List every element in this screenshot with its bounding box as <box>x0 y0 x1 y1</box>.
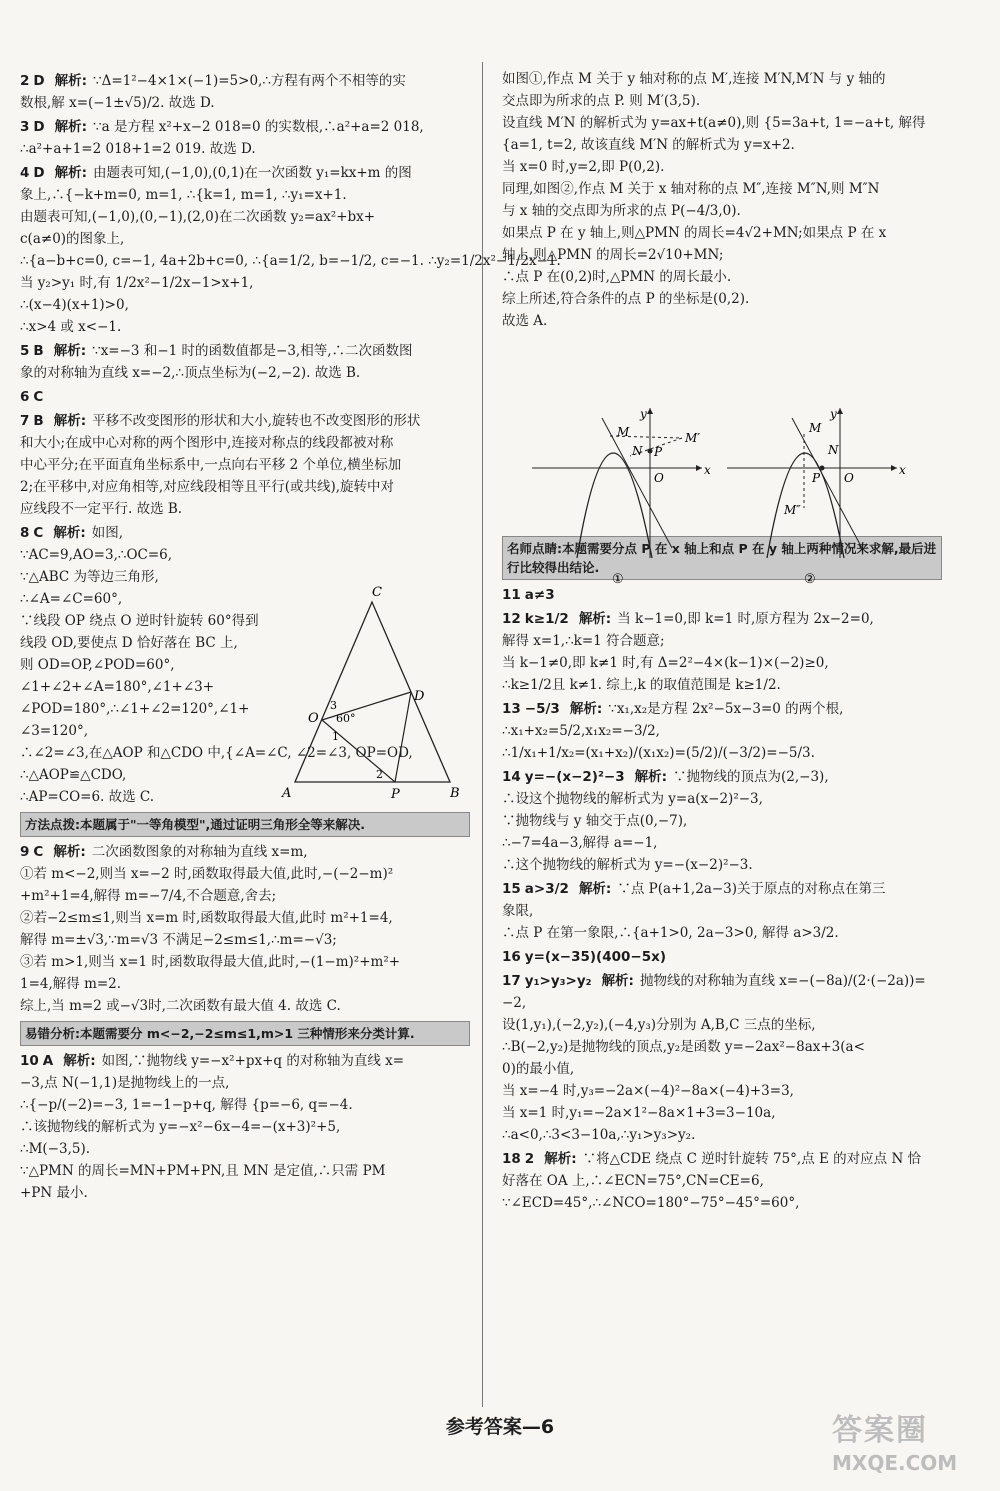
text-line <box>502 900 942 922</box>
line-text: ∴(x−4)(x+1)>0, <box>20 297 129 313</box>
line-text: ①若 m<−2,则当 x=−2 时,函数取得最大值,此时,−(−2−m)² <box>20 866 394 882</box>
line-text: {a=1, t=2, 故该直线 M′N 的解析式为 y=x+2. <box>502 137 795 153</box>
question-number: 11 <box>502 587 521 603</box>
svg-text:O: O <box>654 471 664 485</box>
text-line <box>20 929 470 951</box>
analysis-label: 解析: <box>578 881 612 897</box>
question-number: 8 <box>20 525 30 541</box>
line-text: ∵x=−3 和−1 时的函数值都是−3,相等,∴二次函数图 <box>92 343 413 359</box>
line-text: ∵a 是方程 x²+x−2 018=0 的实数根,∴a²+a=2 018, <box>93 119 424 135</box>
answer-choice: 2 <box>524 1151 535 1167</box>
line-text: 如图, <box>91 525 124 541</box>
text-line <box>502 68 942 90</box>
line-text: 应线段不一定平行. 故选 B. <box>20 501 183 517</box>
line-text: 当 k−1=0,即 k=1 时,原方程为 2x−2=0, <box>617 611 874 627</box>
line-text: 当 y₂>y₁ 时,有 1/2x²−1/2x−1>x+1, <box>20 275 254 291</box>
answer-line <box>502 946 942 968</box>
line-text: ∵将△CDE 绕点 C 逆时针旋转 75°,点 E 的对应点 N 恰 <box>582 1151 922 1167</box>
line-text: 抛物线的对称轴为直线 x=−(−8a)/(2·(−2a))= <box>639 973 926 989</box>
text-line <box>502 1192 942 1214</box>
line-text: 2;在平移中,对应角相等,对应线段相等且平行(或共线),旋转中对 <box>20 479 395 495</box>
line-text: 综上,当 m=2 或−√3时,二次函数有最大值 4. 故选 C. <box>20 998 341 1014</box>
answer-choice: D <box>33 165 45 181</box>
analysis-label: 解析: <box>544 1151 577 1167</box>
line-text: ∴−7=4a−3,解得 a=−1, <box>502 835 658 851</box>
line-text: 二次函数图象的对称轴为直线 x=m, <box>91 844 308 860</box>
svg-text:O: O <box>844 471 854 485</box>
text-line <box>20 995 470 1017</box>
question-number: 6 <box>20 389 30 405</box>
line-text: 当 x=−4 时,y₃=−2a×(−4)²−8a×(−4)+3=3, <box>502 1083 794 1099</box>
answer-choice: C <box>33 844 44 860</box>
line-text: ∵抛物线的顶点为(2,−3), <box>673 769 829 785</box>
text-line <box>20 272 470 294</box>
text-line <box>502 922 942 944</box>
svg-text:x: x <box>899 463 906 477</box>
answer-line <box>20 386 470 408</box>
text-line <box>20 885 470 907</box>
analysis-label: 解析: <box>54 165 88 181</box>
line-text: ②若−2≤m≤1,则当 x=m 时,函数取得最大值,此时 m²+1=4, <box>20 910 393 926</box>
text-line <box>502 1014 942 1036</box>
question-number: 3 <box>20 119 30 135</box>
line-text: c(a≠0)的图象上, <box>20 231 125 247</box>
text-line <box>502 674 942 696</box>
tip-box: 方法点拨:本题属于"一等角模型",通过证明三角形全等来解决. <box>20 812 470 837</box>
analysis-label: 解析: <box>53 343 87 359</box>
answer-choice: D <box>33 73 45 89</box>
line-text: ∴∠2=∠3,在△AOP 和△CDO 中,{∠A=∠C, ∠2=∠3, OP=OD, <box>20 745 413 761</box>
line-text: 解得 m=±√3,∵m=√3 不满足−2≤m≤1,∴m=−√3; <box>20 932 337 948</box>
question-number: 7 <box>20 413 30 429</box>
answer-line <box>20 410 470 432</box>
answer-choice: −5/3 <box>524 701 560 717</box>
line-text: 如图,∵抛物线 y=−x²+px+q 的对称轴为直线 x= <box>101 1053 405 1069</box>
text-line <box>20 92 470 114</box>
line-text: ∠POD=180°,∴∠1+∠2=120°,∠1+ <box>20 701 250 717</box>
text-line <box>20 544 470 566</box>
svg-text:x: x <box>704 463 711 477</box>
label-angle-1: 1 <box>332 730 339 743</box>
tip-box: 名师点睛:本题需要分点 P 在 x 轴上和点 P 在 y 轴上两种情况来求解,最后进行比较得出结论. <box>502 536 942 580</box>
label-angle-3: 3 <box>330 699 337 712</box>
answer-choice: y=(x−35)(400−5x) <box>524 949 666 965</box>
line-text: 平移不改变图形的形状和大小,旋转也不改变图形的形状 <box>92 413 421 429</box>
line-text: +m²+1=4,解得 m=−7/4,不合题意,舍去; <box>20 888 277 904</box>
line-text: 交点即为所求的点 P. 则 M′(3,5). <box>502 93 701 109</box>
svg-text:M: M <box>809 421 822 435</box>
line-text: ∴这个抛物线的解析式为 y=−(x−2)²−3. <box>502 857 753 873</box>
text-line <box>502 992 942 1014</box>
text-line <box>20 316 470 338</box>
answer-choice: B <box>33 413 44 429</box>
svg-text:①: ① <box>612 572 624 587</box>
line-text: ∴设这个抛物线的解析式为 y=a(x−2)²−3, <box>502 791 763 807</box>
label-d: D <box>414 689 425 704</box>
line-text: ∴k≥1/2且 k≠1. 综上,k 的取值范围是 k≥1/2. <box>502 677 781 693</box>
segment-pd <box>395 692 411 782</box>
text-line <box>20 1116 470 1138</box>
text-line <box>502 134 942 156</box>
text-line <box>20 951 470 973</box>
answer-line <box>20 841 470 863</box>
text-line <box>20 184 470 206</box>
text-line <box>20 863 470 885</box>
text-line <box>20 1138 470 1160</box>
line-text: 由题表可知,(−1,0),(0,1)在一次函数 y₁=kx+m 的图 <box>93 165 412 181</box>
svg-text:M: M <box>617 425 630 439</box>
answer-choice: k≥1/2 <box>524 611 569 627</box>
page-footer: 参考答案—6 <box>445 1416 555 1438</box>
line-text: ∴该抛物线的解析式为 y=−x²−6x−4=−(x+3)²+5, <box>20 1119 341 1135</box>
triangle-abc <box>295 602 450 782</box>
line-text: ∵Δ=1²−4×1×(−1)=5>0,∴方程有两个不相等的实 <box>93 73 406 89</box>
answer-choice: D <box>33 119 45 135</box>
text-line <box>502 1080 942 1102</box>
triangle-figure <box>280 582 470 807</box>
question-number: 2 <box>20 73 30 89</box>
answer-choice: C <box>33 525 44 541</box>
answer-line <box>20 70 470 92</box>
line-text: ∴点 P 在第一象限,∴{a+1>0, 2a−3>0, 解得 a>3/2. <box>502 925 839 941</box>
answer-choice: y=−(x−2)²−3 <box>524 769 625 785</box>
line-text: 象限, <box>502 903 534 919</box>
text-line <box>502 90 942 112</box>
line-text: 当 x=1 时,y₁=−2a×1²−8a×1+3=3−10a, <box>502 1105 776 1121</box>
parabola-figures <box>522 408 922 586</box>
analysis-label: 解析: <box>578 611 612 627</box>
question-number: 9 <box>20 844 30 860</box>
analysis-label: 解析: <box>54 119 88 135</box>
text-line <box>20 498 470 520</box>
line-text: 轴上,则△PMN 的周长=2√10+MN; <box>502 247 724 263</box>
answer-line <box>20 340 470 362</box>
text-line <box>502 222 942 244</box>
answer-line <box>502 766 942 788</box>
text-line <box>502 288 942 310</box>
question-number: 16 <box>502 949 521 965</box>
text-line <box>502 720 942 742</box>
question-number: 10 <box>20 1053 39 1069</box>
label-b: B <box>450 786 460 801</box>
line-text: ∵抛物线与 y 轴交于点(0,−7), <box>502 813 688 829</box>
question-number: 13 <box>502 701 521 717</box>
svg-text:M″: M″ <box>784 503 801 517</box>
line-text: 0)的最小值, <box>502 1061 575 1077</box>
line-text: 象上,∴{−k+m=0, m=1, ∴{k=1, m=1, ∴y₁=x+1. <box>20 187 347 203</box>
line-text: ∴点 P 在(0,2)时,△PMN 的周长最小. <box>502 269 732 285</box>
line-text: ∵AC=9,AO=3,∴OC=6, <box>20 547 173 563</box>
text-line <box>20 454 470 476</box>
watermark <box>832 1411 982 1481</box>
question-number: 14 <box>502 769 521 785</box>
text-line <box>502 156 942 178</box>
line-text: ∠1+∠2+∠A=180°,∠1+∠3+ <box>20 679 215 695</box>
text-line <box>502 178 942 200</box>
line-text: 综上所述,符合条件的点 P 的坐标是(0,2). <box>502 291 750 307</box>
analysis-label: 解析: <box>53 525 86 541</box>
line-text: ∴x₁+x₂=5/2,x₁x₂=−3/2, <box>502 723 660 739</box>
text-line <box>502 630 942 652</box>
line-text: 故选 A. <box>502 313 548 329</box>
line-text: 好落在 OA 上,∴∠ECN=75°,CN=CE=6, <box>502 1173 764 1189</box>
text-line <box>20 1094 470 1116</box>
line-text: ∵△PMN 的周长=MN+PM+PN,且 MN 是定值,∴只需 PM <box>20 1163 386 1179</box>
text-line <box>20 228 470 250</box>
line-text: 解得 x=1,∴k=1 符合题意; <box>502 633 665 649</box>
text-line <box>502 742 942 764</box>
label-a: A <box>282 786 292 801</box>
text-line <box>20 1182 470 1204</box>
svg-text:P: P <box>654 445 663 459</box>
analysis-label: 解析: <box>569 701 603 717</box>
answer-choice: B <box>33 343 44 359</box>
line-text: 数根,解 x=(−1±√5)/2. 故选 D. <box>20 95 215 111</box>
line-text: 设(1,y₁),(−2,y₂),(−4,y₃)分别为 A,B,C 三点的坐标, <box>502 1017 816 1033</box>
text-line <box>502 1058 942 1080</box>
answer-choice: a≠3 <box>524 587 555 603</box>
label-angle-2: 2 <box>376 768 383 781</box>
line-text: ∵点 P(a+1,2a−3)关于原点的对称点在第三 <box>617 881 886 897</box>
line-text: 当 k−1≠0,即 k≠1 时,有 Δ=2²−4×(k−1)×(−2)≥0, <box>502 655 829 671</box>
line-text: ∵∠ECD=45°,∴∠NCO=180°−75°−45°=60°, <box>502 1195 800 1211</box>
tip-box: 易错分析:本题需要分 m<−2,−2≤m≤1,m>1 三种情形来分类计算. <box>20 1021 470 1046</box>
line-text: ∴{−p/(−2)=−3, 1=−1−p+q, 解得 {p=−6, q=−4. <box>20 1097 353 1113</box>
text-line <box>20 907 470 929</box>
line-text: ∴{a−b+c=0, c=−1, 4a+2b+c=0, ∴{a=1/2, b=−1/2, c=−1. ∴y₂=1/2x²−1/2x−1. <box>20 253 561 269</box>
analysis-label: 解析: <box>53 844 86 860</box>
text-line <box>20 138 470 160</box>
line-text: ∴B(−2,y₂)是抛物线的顶点,y₂是函数 y=−2ax²−8ax+3(a< <box>502 1039 865 1055</box>
question-number: 18 <box>502 1151 521 1167</box>
right-column <box>502 68 942 1214</box>
svg-text:N: N <box>828 443 839 457</box>
answer-line <box>502 1148 942 1170</box>
line-text: 中心平分;在平面直角坐标系中,一点向右平移 2 个单位,横坐标加 <box>20 457 402 473</box>
line-text: 线段 OD,要使点 D 恰好落在 BC 上, <box>20 635 238 651</box>
question-number: 17 <box>502 973 521 989</box>
line-text: ∴x>4 或 x<−1. <box>20 319 122 335</box>
text-line <box>502 244 942 266</box>
line-text: 当 x=0 时,y=2,即 P(0,2). <box>502 159 665 175</box>
text-line <box>502 832 942 854</box>
svg-text:②: ② <box>804 572 816 587</box>
line-text: 与 x 轴的交点即为所求的点 P(−4/3,0). <box>502 203 741 219</box>
line-text: ∴AP=CO=6. 故选 C. <box>20 789 155 805</box>
line-text: 和大小;在成中心对称的两个图形中,连接对称点的线段都被对称 <box>20 435 394 451</box>
text-line <box>502 1170 942 1192</box>
line-text: ∴a<0,∴3<3−10a,∴y₁>y₃>y₂. <box>502 1127 696 1143</box>
text-line <box>502 112 942 134</box>
answer-line <box>502 584 942 606</box>
answer-line <box>20 116 470 138</box>
svg-text:N: N <box>632 444 643 458</box>
text-line <box>20 294 470 316</box>
text-line <box>20 1072 470 1094</box>
line-text: 如果点 P 在 y 轴上,则△PMN 的周长=4√2+MN;如果点 P 在 x <box>502 225 887 241</box>
answer-line <box>20 1050 470 1072</box>
parabola-figure-1 <box>532 407 711 587</box>
question-number: 15 <box>502 881 521 897</box>
answer-choice: y₁>y₃>y₂ <box>524 973 592 989</box>
watermark-logo: 答案圈 <box>832 1413 928 1448</box>
line-text: ∴∠A=∠C=60°, <box>20 591 123 607</box>
question-number: 5 <box>20 343 30 359</box>
label-c: C <box>372 585 382 600</box>
answer-line <box>502 970 942 992</box>
text-line <box>502 1124 942 1146</box>
answer-line <box>502 698 942 720</box>
answer-line <box>502 608 942 630</box>
analysis-label: 解析: <box>54 73 88 89</box>
analysis-label: 解析: <box>601 973 634 989</box>
text-line <box>502 652 942 674</box>
line-text: ∴a²+a+1=2 018+1=2 019. 故选 D. <box>20 141 256 157</box>
text-line <box>20 1160 470 1182</box>
svg-text:y: y <box>830 407 837 421</box>
line-text: ∵x₁,x₂是方程 2x²−5x−3=0 的两个根, <box>608 701 844 717</box>
line-text: +PN 最小. <box>20 1185 88 1201</box>
line-text: −2, <box>502 995 527 1011</box>
text-line <box>502 1102 942 1124</box>
watermark-url: MXQE.COM <box>832 1451 958 1475</box>
text-line <box>20 362 470 384</box>
line-text: 象的对称轴为直线 x=−2,∴顶点坐标为(−2,−2). 故选 B. <box>20 365 361 381</box>
line-text: ∴1/x₁+1/x₂=(x₁+x₂)/(x₁x₂)=(5/2)/(−3/2)=−5/3. <box>502 745 815 761</box>
line-text: ∴M(−3,5). <box>20 1141 91 1157</box>
line-text: 则 OD=OP,∠POD=60°, <box>20 657 175 673</box>
line-text: ∠3=120°, <box>20 723 89 739</box>
answer-line <box>502 878 942 900</box>
text-line <box>502 854 942 876</box>
answer-choice: C <box>33 389 44 405</box>
text-line <box>502 810 942 832</box>
text-line <box>20 250 561 272</box>
line-text: ③若 m>1,则当 x=1 时,函数取得最大值,此时,−(1−m)²+m²+ <box>20 954 401 970</box>
text-line <box>502 266 942 288</box>
analysis-label: 解析: <box>53 413 87 429</box>
answer-choice: a>3/2 <box>524 881 569 897</box>
text-line <box>502 1036 942 1058</box>
text-line <box>20 206 470 228</box>
line-text: 如图①,作点 M 关于 y 轴对称的点 M′,连接 M′N,M′N 与 y 轴的 <box>502 71 886 87</box>
label-p: P <box>391 787 400 802</box>
text-line <box>502 788 942 810</box>
line-text: ∵线段 OP 绕点 O 逆时针旋转 60°得到 <box>20 613 259 629</box>
text-line <box>20 476 470 498</box>
svg-text:P: P <box>812 471 821 485</box>
answer-line <box>20 162 470 184</box>
line-text: 同理,如图②,作点 M 关于 x 轴对称的点 M″,连接 M″N,则 M″N <box>502 181 880 197</box>
svg-text:M′: M′ <box>685 431 701 445</box>
question-number: 12 <box>502 611 521 627</box>
line-text: 由题表可知,(−1,0),(0,−1),(2,0)在二次函数 y₂=ax²+bx+ <box>20 209 376 225</box>
text-line <box>502 310 942 332</box>
label-angle-60: 60° <box>336 712 356 725</box>
analysis-label: 解析: <box>63 1053 96 1069</box>
text-line <box>20 973 470 995</box>
line-text: ∵△ABC 为等边三角形, <box>20 569 159 585</box>
svg-text:y: y <box>640 407 647 421</box>
line-text: −3,点 N(−1,1)是抛物线上的一点, <box>20 1075 230 1091</box>
analysis-label: 解析: <box>634 769 667 785</box>
answer-choice: A <box>42 1053 54 1069</box>
question-number: 4 <box>20 165 30 181</box>
text-line <box>20 432 470 454</box>
line-text: ∴△AOP≌△CDO, <box>20 767 127 783</box>
text-line <box>502 200 942 222</box>
line-text: 设直线 M′N 的解析式为 y=ax+t(a≠0),则 {5=3a+t, 1=−a+t, 解得 <box>502 115 926 131</box>
parabola-figure-2 <box>727 407 906 587</box>
answer-line <box>20 522 470 544</box>
line-text: 1=4,解得 m=2. <box>20 976 122 992</box>
label-o: O <box>308 711 319 726</box>
